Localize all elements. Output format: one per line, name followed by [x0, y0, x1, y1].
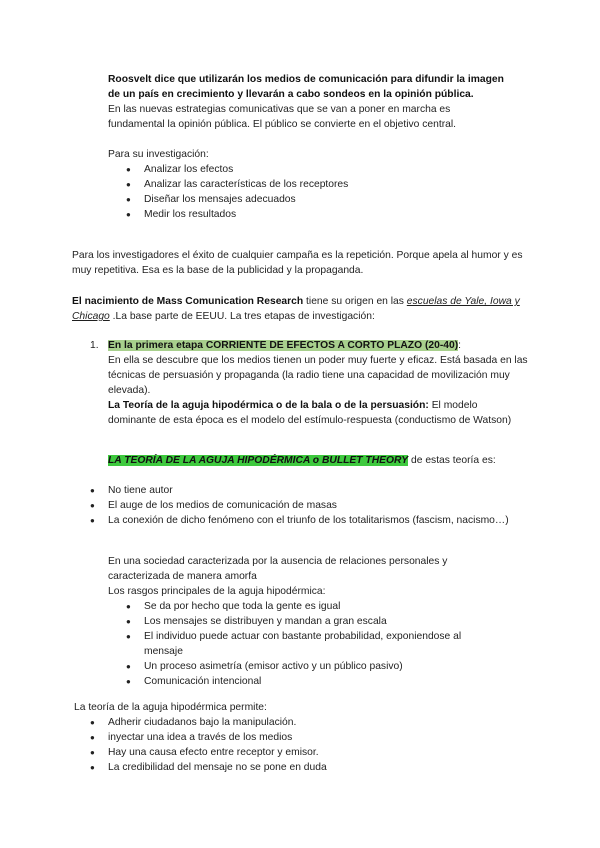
list-item: ● La conexión de dicho fenómeno con el triunfo de los totalitarismos (fascism, nacismo…) [88, 513, 528, 528]
intro-paragraph: En las nuevas estrategias comunicativas que se van a poner en marcha es fundamental la opinión pública. El público se convierte en el objetivo central. [108, 104, 457, 130]
list-item: ● El auge de los medios de comunicación de masas [88, 498, 528, 513]
bullet-theory-list [88, 483, 528, 528]
intro-section [108, 72, 508, 222]
investigation-lead: Para su investigación: [108, 149, 209, 160]
list-item: ● Los mensajes se distribuyen y mandan a gran escala [124, 614, 488, 629]
stage-number: 1. [90, 340, 99, 351]
permits-list [88, 715, 514, 775]
repetition-paragraph: Para los investigadores el éxito de cualquier campaña es la repetición. Porque apela al humor y es muy repetitiva. Esa es la base de la publicidad y la propaganda. [72, 250, 523, 276]
list-item: ● El individuo puede actuar con bastante probabilidad, exponiendose al mensaje [124, 629, 488, 659]
mass-research-text: tiene su origen en las [303, 296, 407, 307]
stage1-highlight: En la primera etapa CORRIENTE DE EFECTOS A CORTO PLAZO (20-40) [108, 340, 459, 351]
bullet-theory-heading [108, 453, 528, 468]
traits-lead: Los rasgos principales de la aguja hipodérmica: [108, 586, 326, 597]
list-item: ● Se da por hecho que toda la gente es igual [124, 599, 488, 614]
permits-section [74, 700, 514, 775]
mass-research-paragraph [72, 294, 532, 324]
stage1-heading: En la primera etapa CORRIENTE DE EFECTOS A CORTO PLAZO (20-40): [108, 340, 462, 351]
list-item: ● Analizar los efectos [124, 162, 508, 177]
list-item: ● Adherir ciudadanos bajo la manipulación. [88, 715, 514, 730]
bullet-theory-text: de estas teoría es: [408, 455, 496, 466]
list-item: ● Un proceso asimetría (emisor activo y un público pasivo) [124, 659, 488, 674]
mass-research-bold: El nacimiento de Mass Comunication Research [72, 296, 304, 307]
intro-bold-heading: Roosvelt dice que utilizarán los medios de comunicación para difundir la imagen de un país en crecimiento y llevarán a cabo sondeos en la opinión pública. [108, 74, 504, 100]
list-item: ● inyectar una idea a través de los medios [88, 730, 514, 745]
list-item: ● La credibilidad del mensaje no se pone en duda [88, 760, 514, 775]
society-paragraph: En una sociedad caracterizada por la ausencia de relaciones personales y caracterizada de manera amorfa [108, 556, 448, 582]
list-item: ● Diseñar los mensajes adecuados [124, 192, 508, 207]
schools-link[interactable]: escuelas de Yale, Iowa y Chicago [72, 296, 520, 322]
mass-research-text-after: .La base parte de EEUU. La tres etapas de investigación: [109, 311, 375, 322]
list-item: ● Hay una causa efecto entre receptor y emisor. [88, 745, 514, 760]
list-item: ● Comunicación intencional [124, 674, 488, 689]
stage1-theory: La Teoría de la aguja hipodérmica o de la bala o de la persuasión: El modelo dominante de esta época es el modelo del estímulo-respuesta (conductismo de Watson) [108, 400, 512, 426]
list-item: ● No tiene autor [88, 483, 528, 498]
stage1-section [108, 338, 528, 428]
society-section [108, 554, 488, 689]
bullet-theory-highlight: LA TEORÍA DE LA AGUJA HIPODÉRMICA o BULLET THEORY [108, 455, 409, 466]
stage1-description: En ella se descubre que los medios tienen un poder muy fuerte y eficaz. Está basada en las técnicas de persuasión y propaganda (la radio tiene una capacidad de movilización muy elevada). [108, 355, 528, 396]
traits-list [124, 599, 488, 689]
list-item: ● Analizar las características de los receptores [124, 177, 508, 192]
investigation-list [124, 162, 508, 222]
list-item: ● Medir los resultados [124, 207, 508, 222]
permits-lead: La teoría de la aguja hipodérmica permite: [74, 702, 267, 713]
